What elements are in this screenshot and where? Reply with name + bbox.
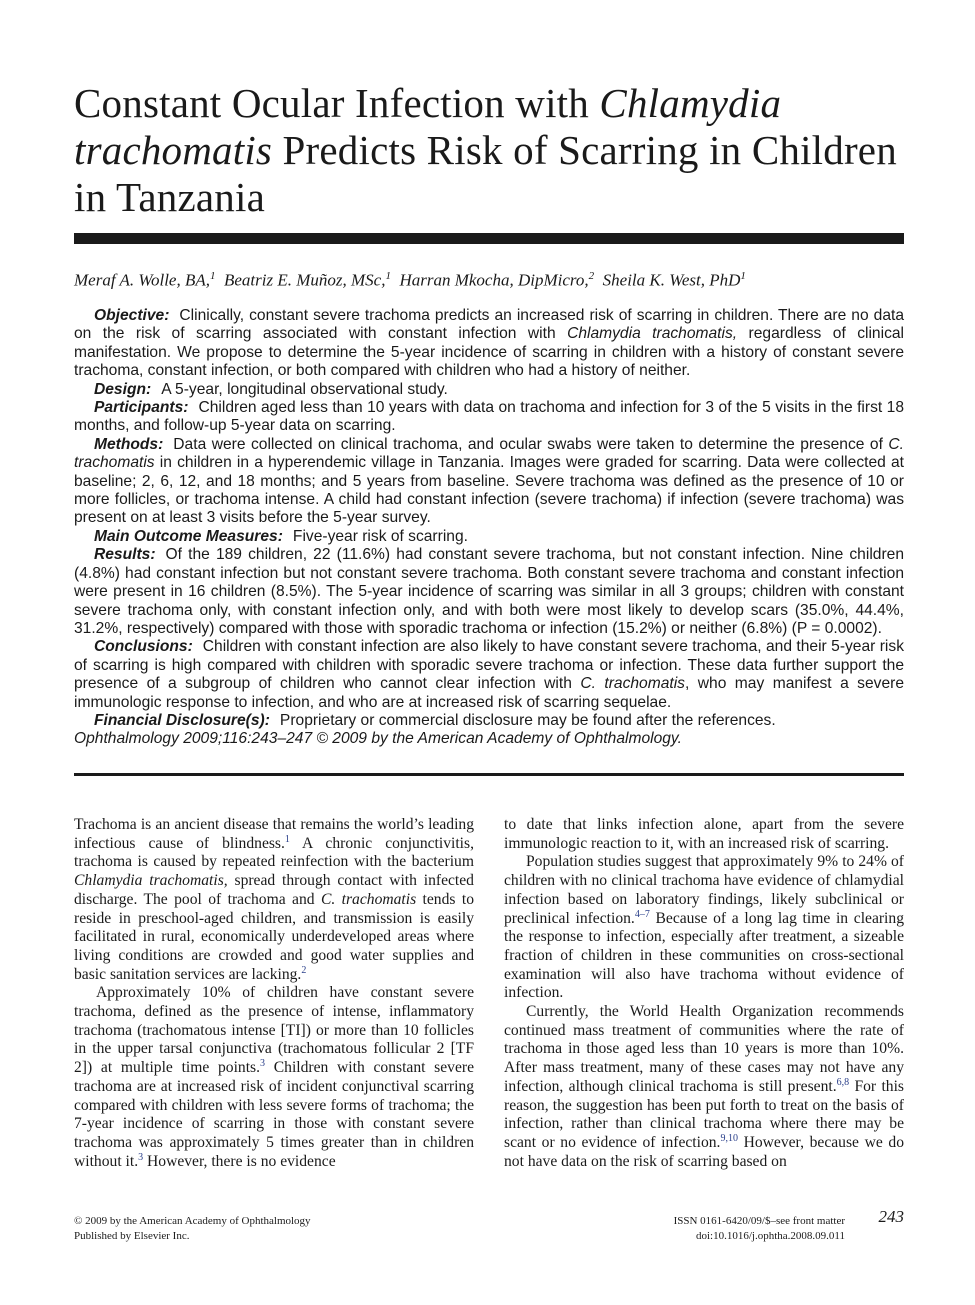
body-text: to date that links infection alone, apart from the severe immunologic reaction to it, with an increased risk of scarring. <box>504 816 904 852</box>
section-text: Data were collected on clinical trachoma, and ocular swabs were taken to determine the presence of C. trachomatis in children in a hyperendemic village in Tanzania. Images were graded for scarring. Data were collected at baseline; 2, 6, 12, and 18 months; and 5 years from baseline. Severe trachoma was defined as the presence of 10 or more follicles, or trachoma intense. A child had constant infection (severe trachoma) if infection (severe trachoma) was present on at least 3 visits before the 5-year survey. <box>74 435 904 527</box>
reference-citation[interactable]: 4–7 <box>634 908 650 920</box>
section-text: Children with constant infection are also likely to have constant severe trachoma, and their 5-year risk of scarring is high compared with children with sporadic severe trachoma or infection. These data further support the presence of a subgroup of children who cannot clear infection with C. trachomatis, who may manifest a severe immunologic response to infection, and who are at increased risk of scarring sequelae. <box>74 638 904 711</box>
author-list <box>74 265 904 292</box>
section-text: Proprietary or commercial disclosure may be found after the references. <box>279 711 776 729</box>
author-name: Sheila K. West, PhD <box>602 270 741 290</box>
body-text: tends to reside in preschool-aged children, and transmission is easily facilitated in rural, economically underdeveloped areas where living conditions are crowded and good water supplies and basic sanitation services are lacking. <box>74 890 474 983</box>
abstract-objective <box>74 307 904 381</box>
footer-identifiers <box>600 1214 845 1244</box>
abstract-methods <box>74 436 904 528</box>
page-number: 243 <box>878 1207 904 1226</box>
species-name: C. trachomatis <box>74 435 904 472</box>
section-text: A 5-year, longitudinal observational study. <box>161 380 448 398</box>
section-label: Main Outcome Measures: <box>94 527 283 545</box>
affiliation-mark: 2 <box>588 270 595 282</box>
body-column-left <box>74 816 474 1171</box>
affiliation-mark: 1 <box>209 270 216 282</box>
body-paragraph <box>74 984 474 1171</box>
body-column-right <box>504 816 904 1171</box>
section-label: Financial Disclosure(s): <box>94 711 270 729</box>
body-text: Approximately 10% of children have constant severe trachoma, defined as the presence of intense, inflammatory trachoma (trachomatous intense [TI]) or more than 10 follicles in the upper tarsal conjunctiva (trachomatous follicular 2 [TF 2]) at multiple time points. <box>74 984 474 1077</box>
section-label: Objective: <box>94 307 170 324</box>
section-label: Design: <box>94 380 152 398</box>
species-name: Chlamydia trachomatis, <box>567 325 738 343</box>
affiliation-mark: 1 <box>740 270 746 282</box>
section-label: Conclusions: <box>94 638 193 656</box>
article-title: Constant Ocular Infection with Chlamydia trachomatis Predicts Risk of Scarring in Children in Tanzania <box>74 80 897 220</box>
body-paragraph <box>504 816 904 853</box>
author-name: Beatriz E. Muñoz, MSc, <box>223 270 386 290</box>
body-text: For this reason, the suggestion has been put forth to treat on the basis of infection, rather than clinical trachoma where there may be scant or no evidence of infection. <box>504 1077 904 1151</box>
author-name: Meraf A. Wolle, BA, <box>74 270 210 290</box>
reference-citation[interactable]: 9,10 <box>720 1132 738 1144</box>
species-name: C. trachomatis <box>580 675 685 693</box>
body-paragraph <box>504 853 904 1003</box>
section-text: Of the 189 children, 22 (11.6%) had constant severe trachoma, but not constant infection. Nine children (4.8%) had constant infection but not constant severe trachoma. Both constant severe trachoma and constant infection were present in 16 children (8.5%). The 5-year incidence of scarring was similar in all 3 groups; children with constant severe trachoma only, with constant infection only, and with both were most likely to develop scars (35.0%, 44.4%, 31.2%, respectively) compared with those with sporadic trachoma or infection (15.2%) or neither (6.8%) (P = 0.0002). <box>74 546 904 637</box>
body-text: spread through contact with infected discharge. The pool of trachoma and <box>74 872 474 908</box>
body-paragraph <box>74 816 474 984</box>
doi-line: doi:10.1016/j.ophtha.2008.09.011 <box>695 1230 845 1242</box>
copyright-line: © 2009 by the American Academy of Ophthalmology <box>74 1215 311 1227</box>
section-label: Participants: <box>94 399 189 417</box>
section-label: Results: <box>94 546 156 564</box>
body-text: However, there is no evidence <box>143 1152 336 1170</box>
body-text: Currently, the World Health Organization recommends continued mass treatment of communities where the rate of trachoma in those aged less than 10 years is more than 10%. After mass treatment, many of these cases may not have any infection, although clinical trachoma is still present. <box>504 1003 904 1095</box>
species-name: Chlamydia trachomatis, <box>74 872 228 890</box>
reference-citation[interactable]: 1 <box>284 833 290 845</box>
abstract-results <box>74 546 904 638</box>
abstract <box>74 307 904 749</box>
reference-citation[interactable]: 6,8 <box>836 1076 850 1088</box>
abstract-conclusions <box>74 638 904 712</box>
species-name: C. trachomatis <box>320 890 417 908</box>
section-text: Five-year risk of scarring. <box>292 527 468 545</box>
body-text: However, because we do not have data on the risk of scarring based on <box>504 1133 904 1170</box>
publisher-line: Published by Elsevier Inc. <box>74 1230 190 1242</box>
abstract-outcome <box>74 528 904 546</box>
title-rule <box>74 233 904 244</box>
section-text: Children aged less than 10 years with data on trachoma and infection for 3 of the 5 visits in the first 18 months, and follow-up 5-year data on scarring. <box>74 399 904 435</box>
species-name: Chlamydia trachomatis <box>74 80 782 173</box>
reference-citation[interactable]: 3 <box>138 1151 144 1163</box>
body-text: Trachoma is an ancient disease that remains the world’s leading infectious cause of blindness. <box>74 816 474 852</box>
abstract-rule <box>74 773 904 776</box>
issn-line: ISSN 0161-6420/09/$–see front matter <box>673 1215 845 1227</box>
affiliation-mark: 1 <box>385 270 391 282</box>
body-text: Children with constant severe trachoma are at increased risk of incident conjunctival scarring compared with children with less severe forms of trachoma; the 7-year incidence of scarring in those with constant severe trachoma was approximately 5 times greater than in children without it. <box>74 1059 474 1170</box>
body-text: A chronic conjunctivitis, trachoma is caused by repeated reinfection with the bacterium <box>74 834 474 871</box>
section-text: Clinically, constant severe trachoma predicts an increased risk of scarring in children. There are no data on the risk of scarring associated with constant infection with Chlamydia trachomatis, regardless of clinical manifestation. We propose to determine the 5-year incidence of scarring in children with a history of constant severe trachoma, constant infection, or both compared with children who had a history of neither. <box>74 307 905 380</box>
reference-citation[interactable]: 2 <box>301 964 307 976</box>
footer-publisher <box>74 1214 311 1244</box>
abstract-disclosure <box>74 712 904 730</box>
body-text: Because of a long lag time in clearing the response to infection, especially after treatment, a sizeable fraction of children in these communities on cross-sectional examination will also have trachoma without evidence of infection. <box>504 909 904 1002</box>
abstract-design <box>74 381 904 399</box>
reference-citation[interactable]: 3 <box>260 1057 266 1069</box>
body-text: Population studies suggest that approximately 9% to 24% of children with no clinical trachoma have evidence of chlamydial infection based on laboratory findings, likely subclinical or preclinical infection. <box>504 853 904 927</box>
journal-citation: Ophthalmology 2009;116:243–247 © 2009 by the American Academy of Ophthalmology. <box>74 730 682 748</box>
body-paragraph <box>504 1003 904 1171</box>
abstract-participants <box>74 399 904 436</box>
section-label: Methods: <box>94 435 164 453</box>
author-name: Harran Mkocha, DipMicro, <box>399 270 589 290</box>
